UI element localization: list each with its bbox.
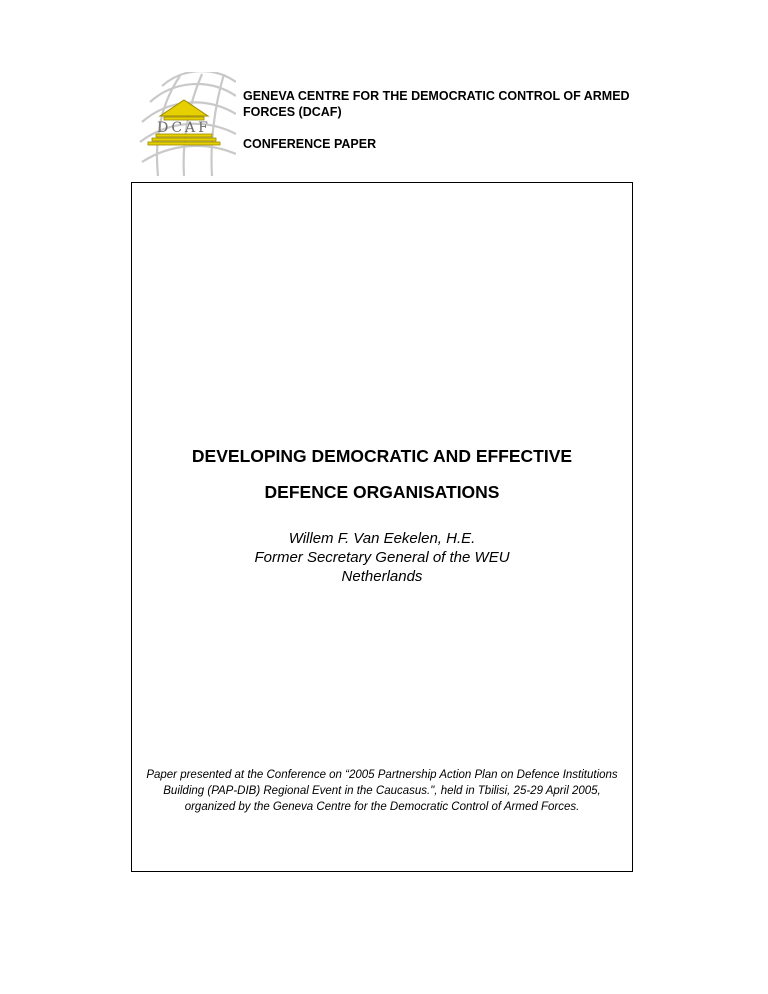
conference-footnote: Paper presented at the Conference on “2005 Partnership Action Plan on Defence Institutions Building (PAP-DIB) Regional Event in the Caucasus.", held in Tbilisi, 25-29 April 2005, organized by the Geneva Centre for the Democratic Control of Armed Forces. bbox=[146, 769, 618, 813]
dcaf-logo bbox=[132, 72, 236, 176]
paper-type-label: CONFERENCE PAPER bbox=[243, 137, 377, 151]
paper-title-line-1: DEVELOPING DEMOCRATIC AND EFFECTIVE bbox=[191, 446, 573, 466]
logo-text: DCAF bbox=[157, 120, 211, 136]
author-country: Netherlands bbox=[341, 568, 423, 585]
organization-title: GENEVA CENTRE FOR THE DEMOCRATIC CONTROL OF ARMED FORCES (DCAF) bbox=[243, 89, 630, 119]
author-block bbox=[132, 529, 632, 586]
paper-title-line-2: DEFENCE ORGANISATIONS bbox=[264, 482, 500, 502]
author-name: Willem F. Van Eekelen, H.E. bbox=[288, 530, 476, 547]
cover-frame bbox=[131, 182, 633, 872]
author-position: Former Secretary General of the WEU bbox=[254, 549, 510, 566]
document-header bbox=[243, 88, 663, 152]
globe-icon bbox=[132, 72, 236, 176]
